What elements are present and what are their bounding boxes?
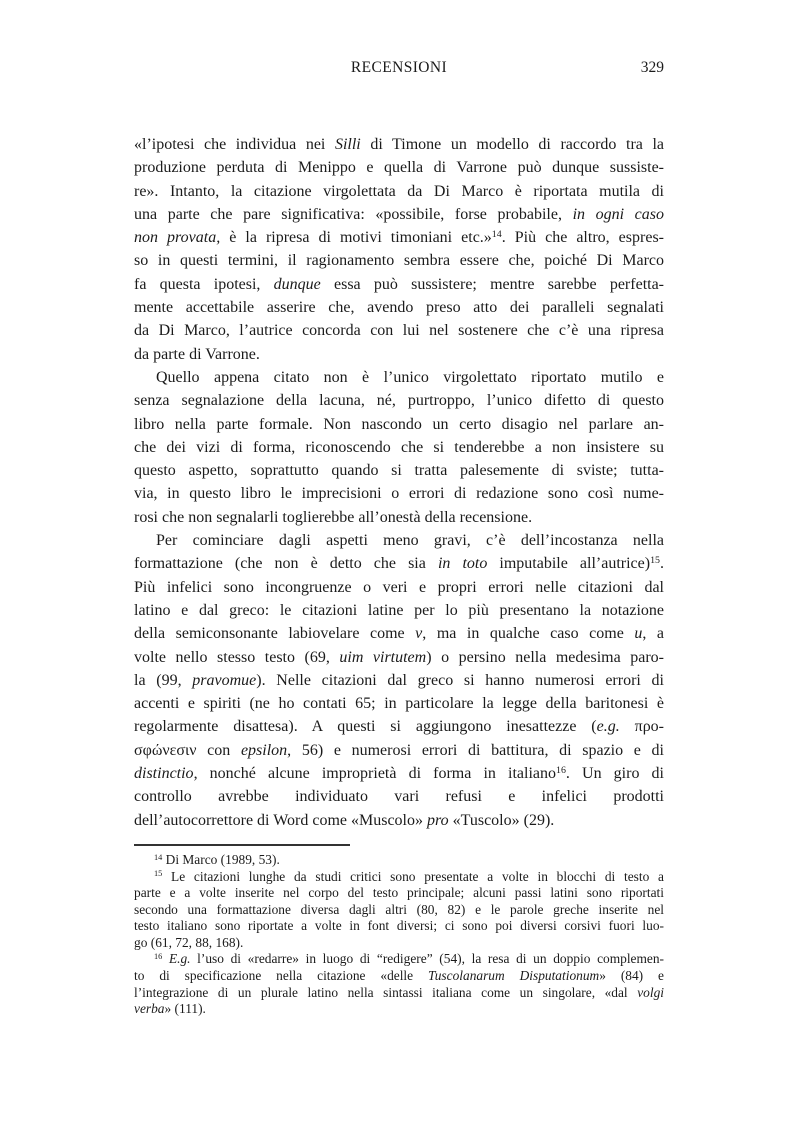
footnote (134, 951, 664, 1017)
text-run: la (99, (134, 671, 193, 689)
text-line (134, 413, 664, 436)
italic-run: distinctio (134, 765, 194, 783)
text-run: da Di Marco, l’autrice concorda con lui nel sostenere che c’è una ripresa (134, 322, 664, 340)
text-line (134, 692, 664, 715)
text-run: questo aspetto, soprattutto quando si tratta palesemente di sviste; tutta- (134, 462, 664, 480)
text-line (134, 935, 664, 952)
text-run: è la ripresa di motivi timoniani etc.» (220, 229, 492, 247)
text-run: «Tuscolo» (29). (448, 811, 555, 829)
italic-run: in ogni caso (572, 205, 664, 223)
text-run: latino e dal greco: le citazioni latine per lo più presentano la notazione (134, 601, 664, 619)
text-run: . Più che altro, espres- (501, 229, 664, 247)
text-line (134, 576, 664, 599)
paragraph (134, 529, 664, 832)
text-line (134, 249, 664, 272)
text-run: re». Intanto, la citazione virgolettata da Di Marco è riportata mutila di (134, 182, 664, 200)
text-run: «l’ipotesi che individua nei (134, 136, 335, 153)
text-line (134, 762, 664, 785)
text-line (134, 785, 664, 808)
footnote-ref: 16 (154, 952, 163, 962)
footnote (134, 869, 664, 952)
text-line (134, 156, 664, 179)
text-run: . (660, 555, 664, 573)
text-run: so in questi termini, il ragionamento sembra essere che, poiché Di Marco (134, 252, 664, 270)
italic-run: dunque (273, 275, 321, 293)
text-run: regolarmente disattesa). A questi si aggiungono inesattezze ( (134, 718, 597, 736)
text-line (134, 296, 664, 319)
text-run: rosi che non segnalarli toglierebbe all’onestà della recensione. (134, 508, 533, 526)
text-run: go (61, 72, 88, 168). (134, 934, 244, 950)
text-line (134, 739, 664, 762)
text-run: via, in questo libro le imprecisioni o errori di redazione sono così nume- (134, 485, 664, 503)
text-run: volte nello stesso testo (69, (134, 648, 340, 666)
text-run: ) o persino nella medesima paro- (426, 648, 664, 666)
footnote-ref: 15 (650, 555, 660, 567)
text-run: che dei vizi di forma, riconoscendo che si tenderebbe a non insistere su (134, 438, 664, 456)
italic-run: in toto (437, 555, 488, 573)
paragraph (134, 366, 664, 529)
text-run: to di specificazione nella citazione «delle (134, 968, 429, 984)
text-line (134, 319, 664, 342)
text-run: , a (642, 625, 664, 643)
text-run: . Un giro di (565, 765, 664, 783)
text-line (134, 951, 664, 968)
italic-run: uim virtutem (339, 648, 427, 666)
footnote-ref: 16 (556, 765, 566, 777)
footnote-separator (134, 844, 350, 846)
text-line (134, 968, 664, 985)
text-run: » (111). (164, 1001, 206, 1017)
paragraph (134, 133, 664, 366)
text-run: Quello appena citato non è l’unico virgolettato riportato mutilo e (156, 368, 664, 386)
text-line (134, 885, 664, 902)
text-line (134, 918, 664, 935)
text-run: προ- (619, 718, 664, 736)
text-line (134, 646, 664, 669)
text-line (134, 669, 664, 692)
text-line (134, 273, 664, 296)
text-line (134, 599, 664, 622)
text-run: , 56) e numerosi errori di battitura, di spazio e di (287, 741, 664, 759)
text-line (134, 985, 664, 1002)
text-line (134, 436, 664, 459)
text-run: σφώνεσιν con (134, 741, 241, 759)
text-run: , nonché alcune improprietà di forma in italiano (193, 765, 556, 783)
text-run: formattazione (che non è detto che sia (134, 555, 438, 573)
italic-run: volgi (637, 984, 664, 1000)
text-run: imputabile all’autrice) (487, 555, 651, 573)
text-run: l’uso di «redarre» in luogo di “redigere” (54), la resa di un doppio complemen- (190, 951, 664, 967)
text-line (134, 366, 664, 389)
text-line (134, 389, 664, 412)
text-line (134, 715, 664, 738)
text-line (134, 622, 664, 645)
text-line (134, 1001, 664, 1018)
footnote (134, 852, 664, 869)
text-line (134, 809, 664, 832)
text-line (134, 869, 664, 886)
text-run: accenti e spiriti (ne ho contati 65; in particolare la legge della baritonesi è (134, 695, 664, 713)
text-line (134, 852, 664, 869)
text-run: controllo avrebbe individuato vari refusi e infelici prodotti (134, 788, 664, 806)
text-line (134, 506, 664, 529)
text-run: fa questa ipotesi, (134, 275, 274, 293)
text-run: » (84) e (599, 968, 664, 984)
italic-run: E.g. (168, 951, 191, 967)
italic-run: u (634, 625, 643, 643)
text-run: , ma in qualche caso come (422, 625, 635, 643)
text-run: Di Marco (1989, 53). (162, 851, 280, 867)
text-line (134, 203, 664, 226)
text-run: essa può sussistere; mentre sarebbe perfetta- (320, 275, 664, 293)
footnotes (134, 852, 664, 1018)
text-run: produzione perduta di Menippo e quella di Varrone può dunque sussiste- (134, 159, 664, 177)
page-header (134, 58, 664, 77)
italic-run: Silli (334, 136, 361, 153)
italic-run: e.g. (596, 718, 620, 736)
page-number: 329 (640, 59, 664, 76)
text-line (134, 180, 664, 203)
body-text (134, 133, 664, 832)
text-line (134, 552, 664, 575)
text-line (134, 482, 664, 505)
text-run (162, 951, 169, 966)
text-run: mente accettabile asserire che, avendo preso atto dei paralleli segnalati (134, 299, 664, 317)
italic-run: Tuscolanarum Disputationum (428, 968, 600, 984)
italic-run: pravomue (192, 671, 257, 689)
text-run: da parte di Varrone. (134, 345, 260, 363)
footnote-ref: 15 (154, 869, 163, 879)
text-run: parte e a volte inserite nel corpo del testo principale; alcuni passi latini sono riportati (134, 885, 664, 901)
text-column (134, 58, 664, 1018)
text-line (134, 459, 664, 482)
text-run: ). Nelle citazioni dal greco si hanno numerosi errori di (256, 671, 664, 689)
italic-run: verba (134, 1001, 165, 1017)
footnote-ref: 14 (154, 852, 163, 862)
text-run: della semiconsonante labiovelare come (134, 625, 416, 643)
text-run: testo italiano sono riportate a volte in font diversi; ci sono poi diversi corsivi fuori luo- (134, 918, 664, 934)
text-run: di Timone un modello di raccordo tra la (360, 136, 664, 153)
text-line (134, 226, 664, 249)
text-line (134, 902, 664, 919)
text-run: secondo una formattazione diversa dagli altri (80, 82) e le parole greche inserite nel (134, 901, 664, 917)
footnote-ref: 14 (491, 229, 502, 241)
italic-run: non provata, (134, 229, 221, 247)
italic-run: epsilon (240, 741, 288, 759)
text-run: Più infelici sono incongruenze o veri e propri errori nelle citazioni dal (134, 578, 664, 596)
text-run: una parte che pare significativa: «possibile, forse probabile, (134, 205, 573, 223)
text-line (134, 343, 664, 366)
text-run: dell’autocorrettore di Word come «Muscolo» (134, 811, 427, 829)
text-line (134, 529, 664, 552)
italic-run: pro (427, 811, 449, 829)
text-run: Le citazioni lunghe da studi critici sono presentate a volte in blocchi di testo a (162, 868, 664, 884)
italic-run: v (415, 625, 423, 643)
text-run: l’integrazione di un plurale latino nella sintassi italiana come un singolare, «dal (134, 984, 638, 1000)
text-run: senza segnalazione della lacuna, né, purtroppo, l’unico difetto di questo (134, 392, 664, 410)
text-line (134, 133, 664, 156)
text-run: libro nella parte formale. Non nascondo un certo disagio nel parlare an- (134, 415, 664, 433)
text-run: Per cominciare dagli aspetti meno gravi, c’è dell’incostanza nella (156, 532, 664, 550)
running-head-title: RECENSIONI (350, 59, 448, 76)
